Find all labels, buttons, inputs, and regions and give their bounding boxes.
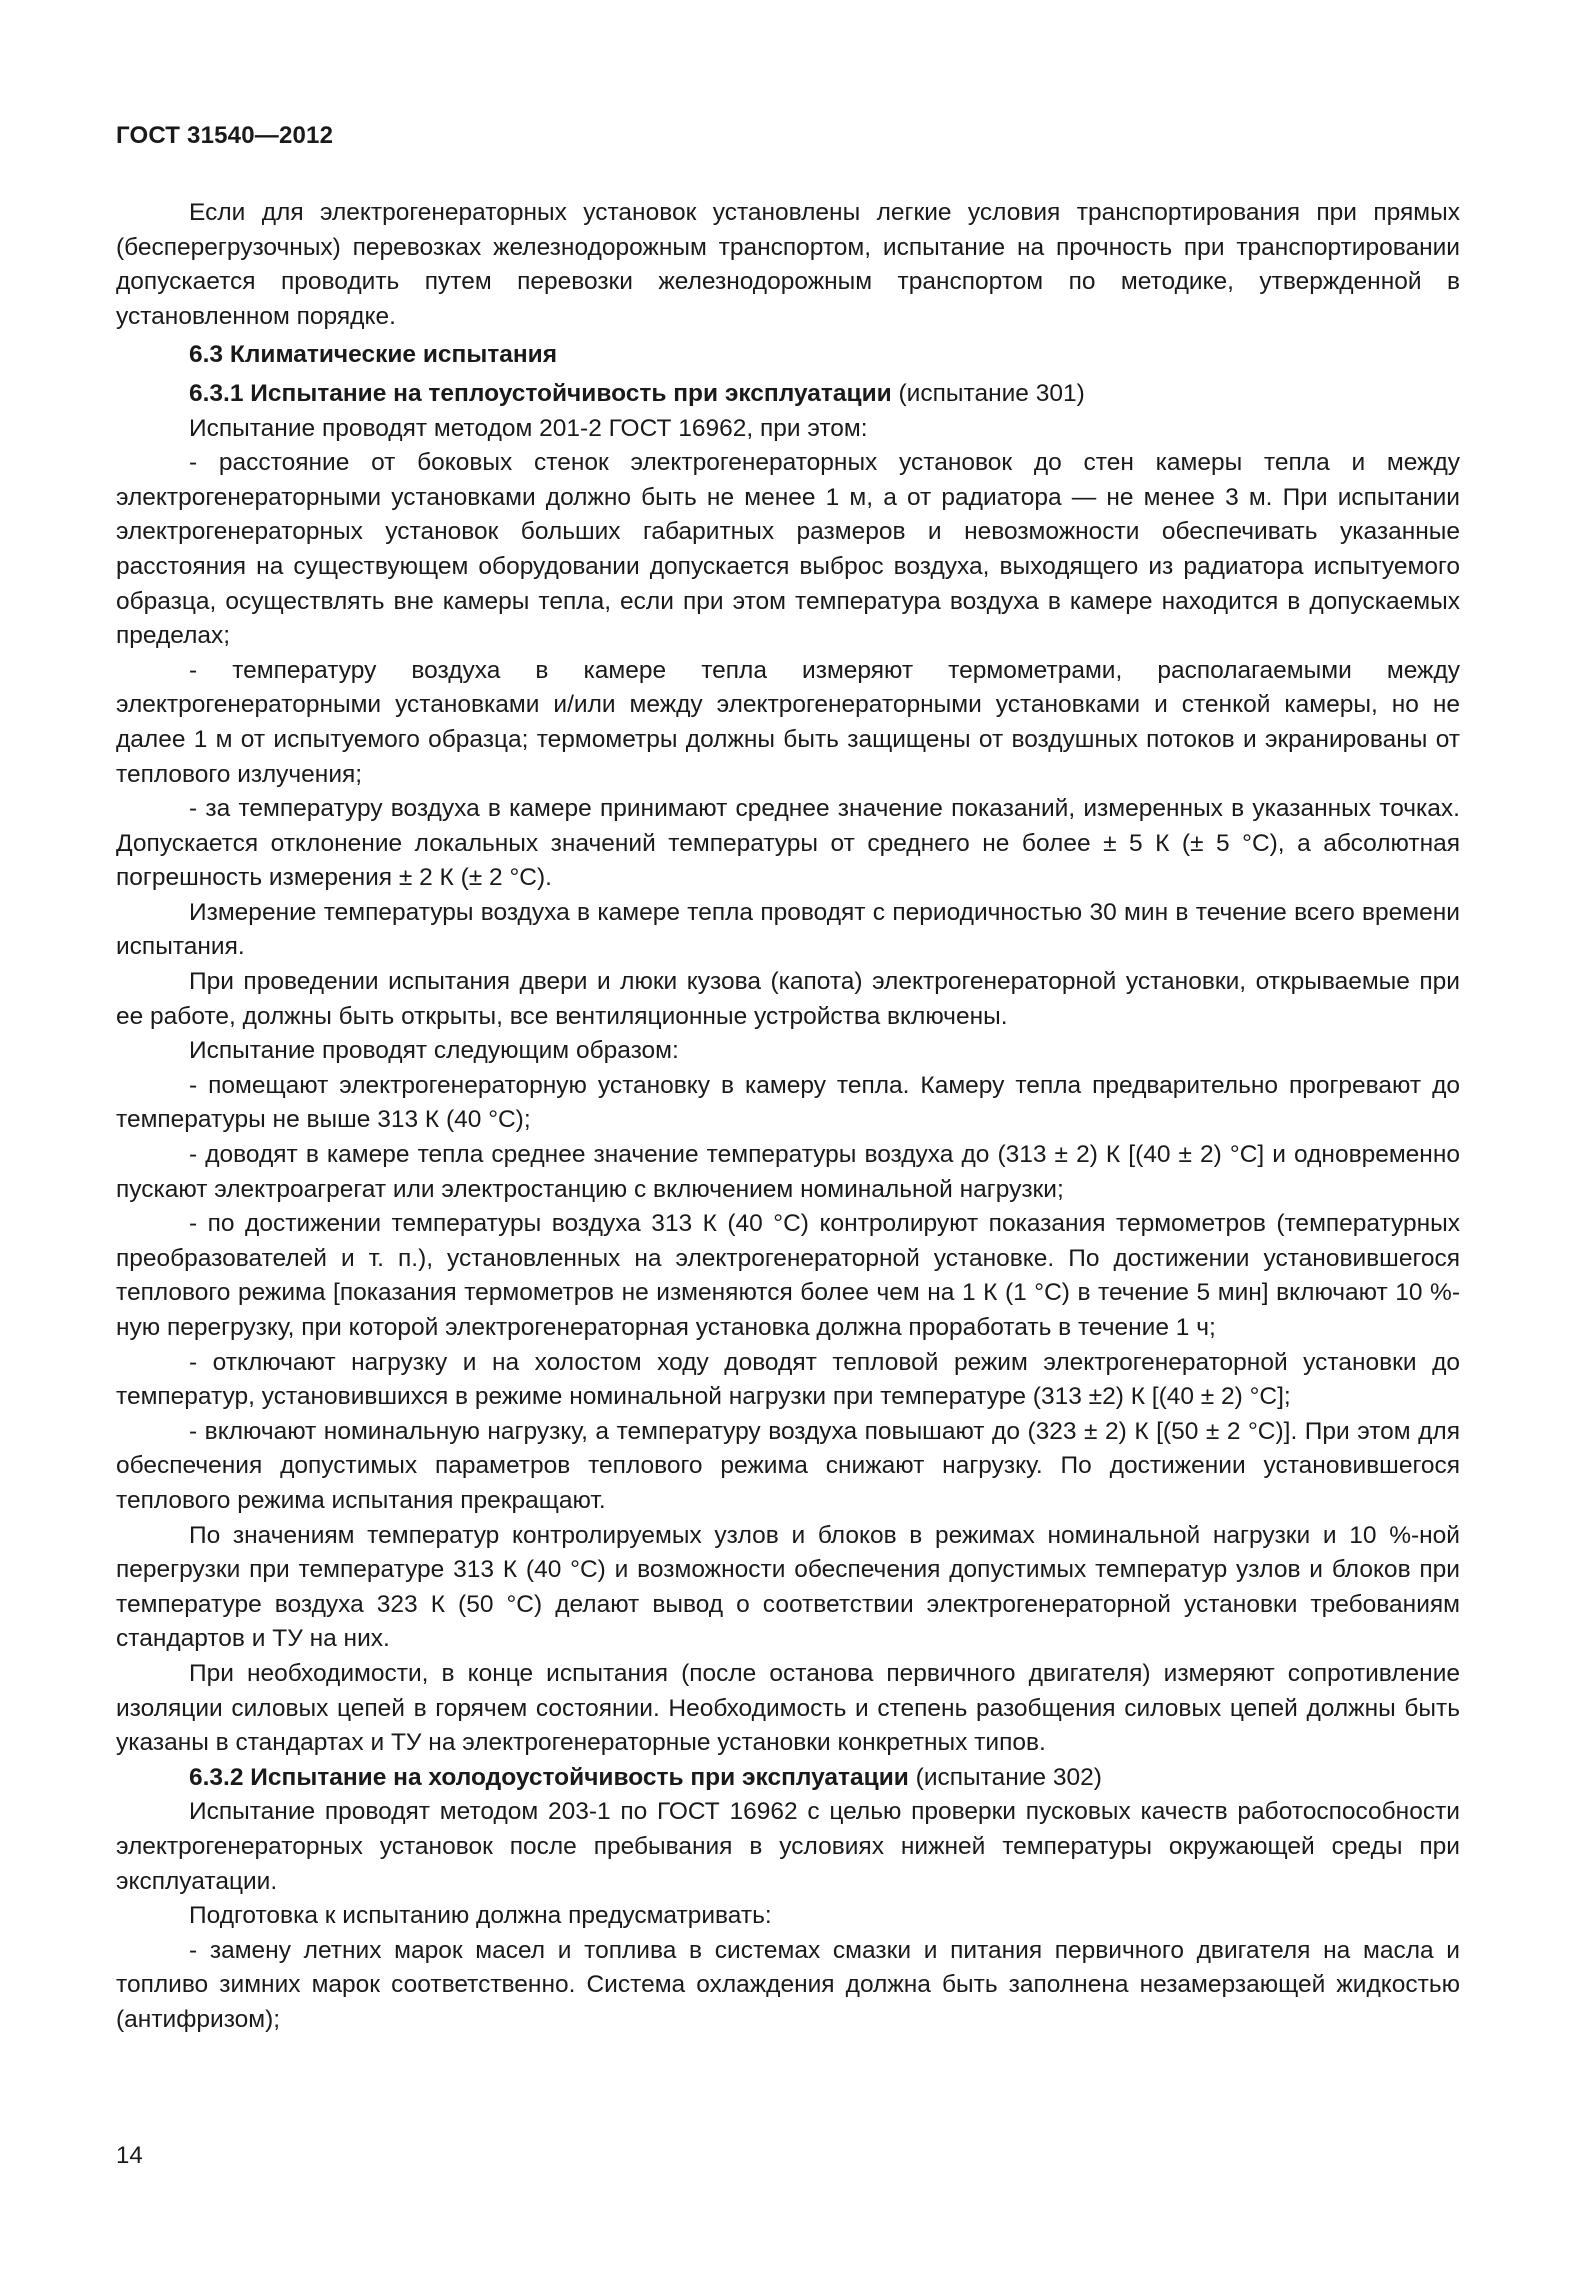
list-item: - доводят в камере тепла среднее значение температуры воздуха до (313 ± 2) К [(40 ± 2) °С] и одновременно пускают электроагрегат или электростанцию с включением номинальной нагрузки; <box>116 1141 1460 1203</box>
subsection-heading-note: (испытание 301) <box>891 379 1085 407</box>
paragraph: Измерение температуры воздуха в камере тепла проводят с периодичностью 30 мин в течение всего времени испытания. <box>116 898 1460 961</box>
paragraph: Испытание проводят методом 203-1 по ГОСТ 16962 с целью проверки пусковых качеств работоспособности электрогенераторных установок после пребывания в условиях нижней температуры окружающей среды при эксплуатации. <box>116 1798 1460 1895</box>
paragraph: Подготовка к испытанию должна предусматривать: <box>189 1902 772 1930</box>
document-header: ГОСТ 31540—2012 <box>116 122 334 149</box>
list-item: - помещают электрогенераторную установку в камеру тепла. Камеру тепла предварительно прогревают до температуры не выше 313 К (40 °С); <box>116 1071 1460 1134</box>
list-item: - по достижении температуры воздуха 313 К (40 °С) контролируют показания термометров (температурных преобразователей и т. п.), установленных на электрогенераторной установке. По достижении установившегося теплового режима [показания термометров не изменяются более чем на 1 К (1 °С) в течение 5 мин] включают 10 %-ную перегрузку, при которой электрогенераторная установка должна проработать в течение 1 ч; <box>116 1210 1460 1341</box>
paragraph: При необходимости, в конце испытания (после останова первичного двигателя) измеряют сопротивление изоляции силовых цепей в горячем состоянии. Необходимость и степень разобщения силовых цепей должны быть указаны в стандартах и ТУ на электрогенераторные установки конкретных типов. <box>116 1659 1460 1757</box>
subsection-heading-note: (испытание 302) <box>908 1763 1102 1791</box>
paragraph: Испытание проводят следующим образом: <box>189 1037 679 1065</box>
section-heading-title: 6.3 Климатические испытания <box>189 341 558 369</box>
subsection-heading <box>116 1761 1460 1796</box>
list-item: - замену летних марок масел и топлива в системах смазки и питания первичного двигателя на масла и топливо зимних марок соответственно. Система охлаждения должна быть заполнена незамерзающей жидкостью (антифризом); <box>116 1936 1460 2033</box>
list-item: - включают номинальную нагрузку, а температуру воздуха повышают до (323 ± 2) К [(50 ± 2 °С)]. При этом для обеспечения допустимых параметров теплового режима снижают нагрузку. По достижении установившегося теплового режима испытания прекращают. <box>116 1417 1460 1514</box>
subsection-heading-title: 6.3.2 Испытание на холодоустойчивость при эксплуатации <box>189 1763 909 1791</box>
section-heading <box>116 338 1460 373</box>
list-item: - отключают нагрузку и на холостом ходу доводят тепловой режим электрогенераторной установки до температур, установившихся в режиме номинальной нагрузки при температуре (313 ±2) К [(40 ± 2) °С]; <box>116 1348 1460 1411</box>
list-item: - температуру воздуха в камере тепла измеряют термометрами, располагаемыми между электрогенераторными установками и/или между электрогенераторными установками и стенкой камеры, но не далее 1 м от испытуемого образца; термометры должны быть защищены от воздушных потоков и экранированы от теплового излучения; <box>116 656 1460 788</box>
subsection-heading-title: 6.3.1 Испытание на теплоустойчивость при эксплуатации <box>189 379 892 407</box>
paragraph: По значениям температур контролируемых узлов и блоков в режимах номинальной нагрузки и 10 %-ной перегрузки при температуре 313 К (40 °С) и возможности обеспечения допустимых температур узлов и блоков при температуре воздуха 323 К (50 °С) делают вывод о соответствии электрогенераторной установки требованиям стандартов и ТУ на них. <box>116 1521 1460 1653</box>
paragraph: Если для электрогенераторных установок установлены легкие условия транспортирования при прямых (бесперегрузочных) перевозках железнодорожным транспортом, испытание на прочность при транспортировании допускается проводить путем перевозки железнодорожным транспортом по методике, утвержденной в установленном порядке. <box>116 199 1460 330</box>
page-number: 14 <box>116 2142 143 2169</box>
paragraph: При проведении испытания двери и люки кузова (капота) электрогенераторной установки, открываемые при ее работе, должны быть открыты, все вентиляционные устройства включены. <box>116 968 1460 1030</box>
paragraph: Испытание проводят методом 201-2 ГОСТ 16962, при этом: <box>189 414 868 442</box>
document-body <box>116 196 1460 2037</box>
list-item: - расстояние от боковых стенок электрогенераторных установок до стен камеры тепла и между электрогенераторными установками должно быть не менее 1 м, а от радиатора — не менее 3 м. При испытании электрогенераторных установок больших габаритных размеров и невозможности обеспечивать указанные расстояния на существующем оборудовании допускается выброс воздуха, выходящего из радиатора испытуемого образца, осуществлять вне камеры тепла, если при этом температура воздуха в камере находится в допускаемых пределах; <box>116 449 1460 650</box>
list-item: - за температуру воздуха в камере принимают среднее значение показаний, измеренных в указанных точках. Допускается отклонение локальных значений температуры от среднего не более ± 5 К (± 5 °С), а абсолютная погрешность измерения ± 2 К (± 2 °С). <box>116 795 1460 892</box>
subsection-heading <box>116 377 1460 412</box>
